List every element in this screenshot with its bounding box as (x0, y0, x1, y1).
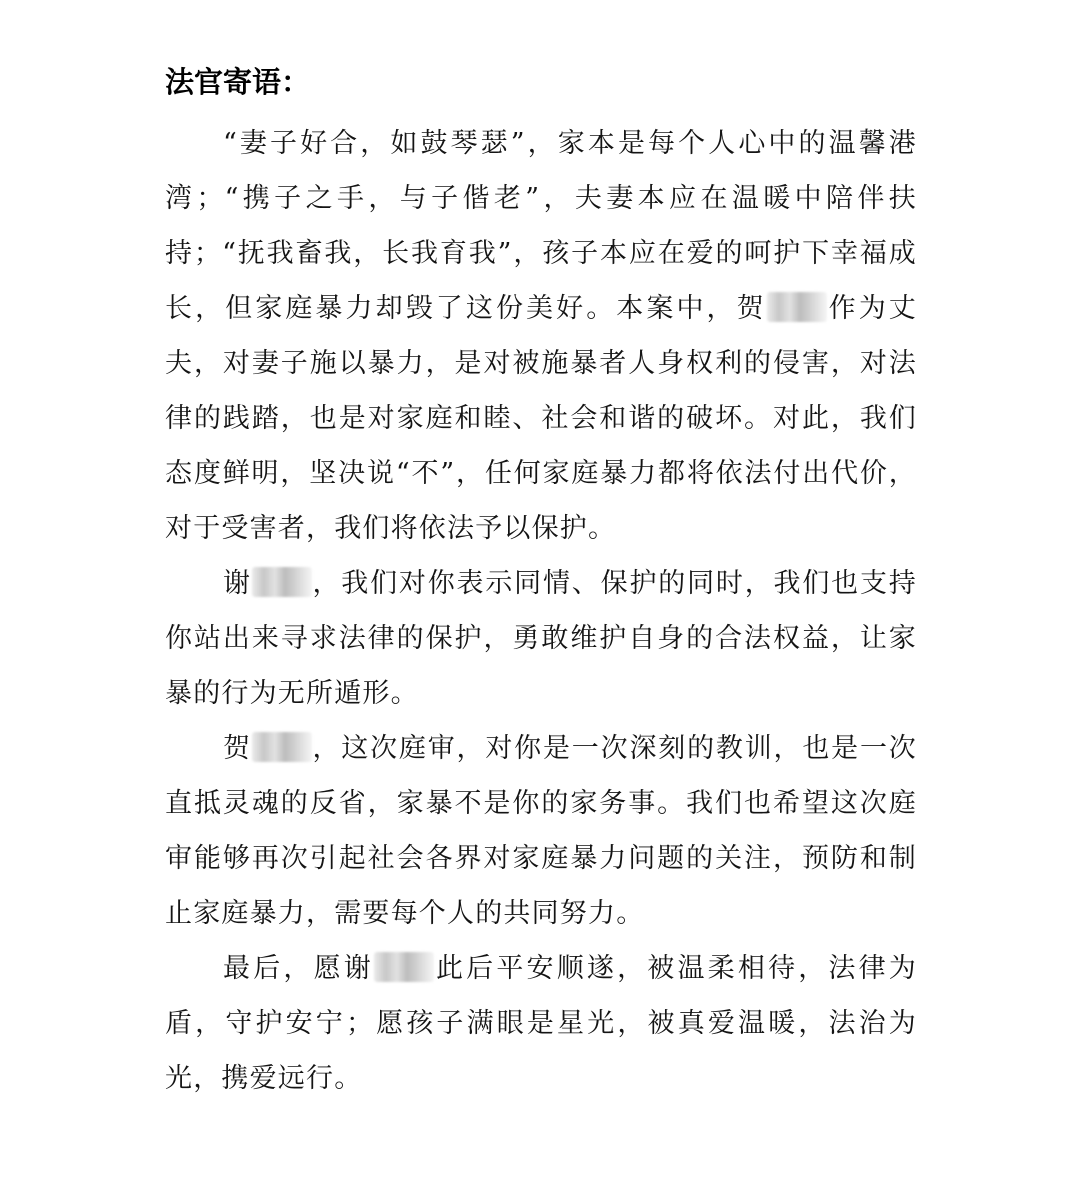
paragraph-4-text-a: 最后，愿谢 (223, 953, 374, 984)
paragraph-1-text-a: “妻子好合，如鼓琴瑟”，家本是每个人心中的温馨港湾；“携子之手，与子偕老”，夫妻本应在温暖中陪伴扶持；“抚我畜我，长我育我”，孩子本应在爱的呵护下幸福成长，但家庭暴力却毁了这份美好。本案中，贺 (165, 128, 917, 324)
paragraph-4 (165, 941, 917, 1106)
document-heading: 法官寄语： (165, 65, 311, 99)
redacted-name-blur (767, 292, 827, 322)
paragraph-3-text-a: 贺 (223, 733, 252, 764)
paragraph-2 (165, 556, 917, 721)
paragraph-4-text-b: 此后平安顺遂，被温柔相待，法律为盾，守护安宁；愿孩子满眼是星光，被真爱温暖，法治为光，携爱远行。 (165, 953, 917, 1094)
paragraph-1-text-b: 作为丈夫，对妻子施以暴力，是对被施暴者人身权利的侵害，对法律的践踏，也是对家庭和睦、社会和谐的破坏。对此，我们态度鲜明，坚决说“不”，任何家庭暴力都将依法付出代价，对于受害者，我们将依法予以保护。 (165, 293, 917, 544)
redacted-name-blur (374, 952, 434, 982)
paragraph-1 (165, 116, 917, 556)
paragraph-3-text-b: ，这次庭审，对你是一次深刻的教训，也是一次直抵灵魂的反省，家暴不是你的家务事。我们也希望这次庭审能够再次引起社会各界对家庭暴力问题的关注，预防和制止家庭暴力，需要每个人的共同努力。 (165, 733, 918, 929)
document-page (165, 62, 917, 1106)
redacted-name-blur (252, 567, 312, 597)
redacted-name-blur (252, 732, 312, 762)
paragraph-2-text-b: ，我们对你表示同情、保护的同时，我们也支持你站出来寻求法律的保护，勇敢维护自身的合法权益，让家暴的行为无所遁形。 (165, 568, 918, 709)
paragraph-2-text-a: 谢 (223, 568, 252, 599)
paragraph-3 (165, 721, 917, 941)
